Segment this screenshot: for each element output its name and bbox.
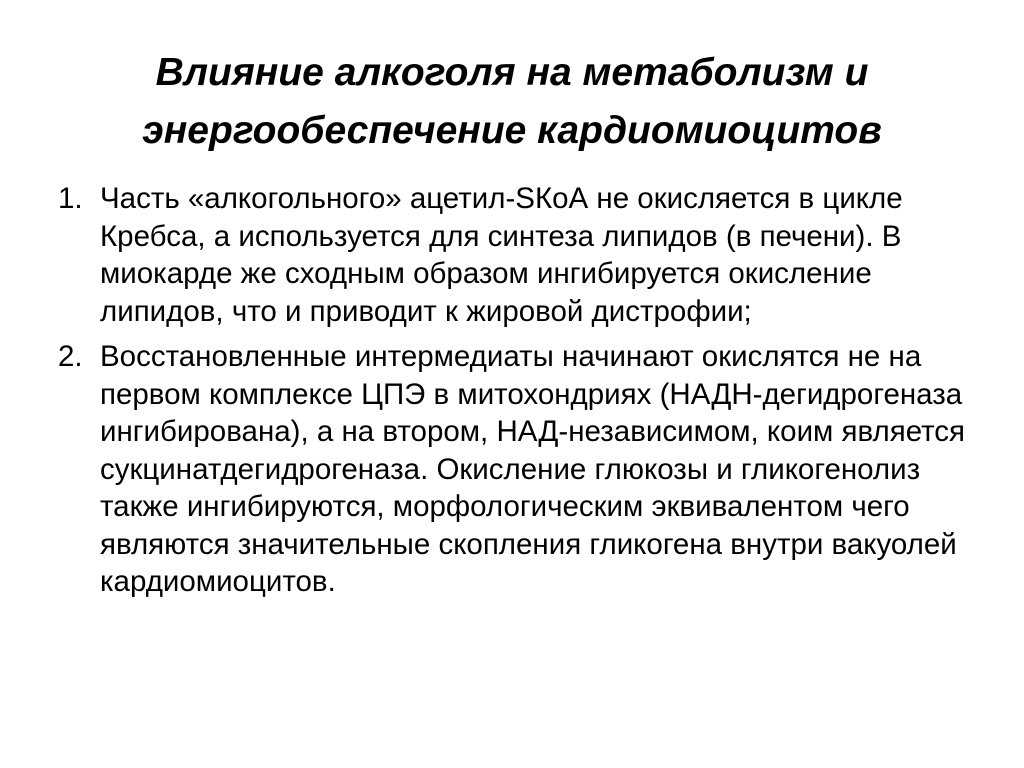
numbered-list xyxy=(58,180,978,609)
slide-title: Влияние алкоголя на метаболизм и энергообеспечение кардиомиоцитов xyxy=(142,51,882,152)
list-item-number: 1. xyxy=(58,182,83,215)
list-item-number: 2. xyxy=(58,340,83,373)
list-item-text: Часть «алкогольного» ацетил-SКоА не окисляется в цикле Кребса, а используется для синтеза липидов (в печени). В миокарде же сходным образом ингибируется окисление липидов, что и приводит к жировой дистрофии; xyxy=(100,182,903,328)
list-item xyxy=(58,338,978,601)
list-item xyxy=(58,180,978,330)
list-item-text: Восстановленные интермедиаты начинают окислятся не на первом комплексе ЦПЭ в митохондриях (НАДН-дегидрогеназа ингибирована), а на втором, НАД-независимом, коим является сукцинатдегидрогеназа. Окисление глюкозы и гликогенолиз также ингибируются, морфологическим эквивалентом чего являются значительные скопления гликогена внутри вакуолей кардиомиоцитов. xyxy=(100,340,966,598)
